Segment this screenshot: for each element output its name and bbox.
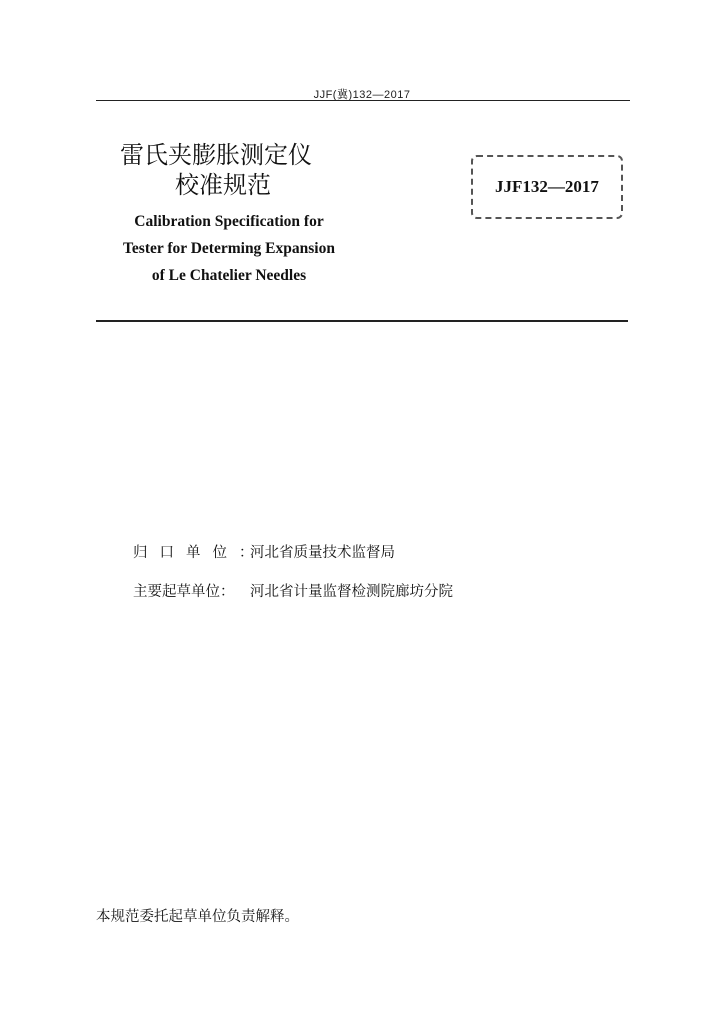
organization-row-drafting (133, 580, 453, 601)
standard-code-label: JJF132—2017 (495, 177, 599, 196)
responsible-unit-value: 河北省质量技术监督局 (250, 545, 395, 561)
drafting-unit-value: 河北省计量监督检测院廊坊分院 (250, 584, 453, 600)
standard-code-box (471, 155, 623, 219)
english-title (98, 208, 360, 289)
english-title-line2: Tester for Determing Expansion (123, 240, 335, 257)
header-standard-code: JJF(冀)132—2017 (313, 89, 411, 101)
section-divider (96, 320, 628, 322)
chinese-title-line1: 雷氏夹膨胀测定仪 (120, 141, 312, 169)
organization-row-responsible (133, 541, 395, 562)
chinese-title-line2: 校准规范 (175, 171, 271, 199)
english-title-line1: Calibration Specification for (134, 213, 324, 230)
header-rule (96, 100, 630, 101)
chinese-title (120, 140, 350, 200)
english-title-line3: of Le Chatelier Needles (151, 267, 307, 284)
drafting-unit-label: 主要起草单位： (133, 584, 235, 600)
responsible-unit-label: 归口单位： (133, 545, 266, 561)
interpretation-note: 本规范委托起草单位负责解释。 (96, 909, 299, 925)
